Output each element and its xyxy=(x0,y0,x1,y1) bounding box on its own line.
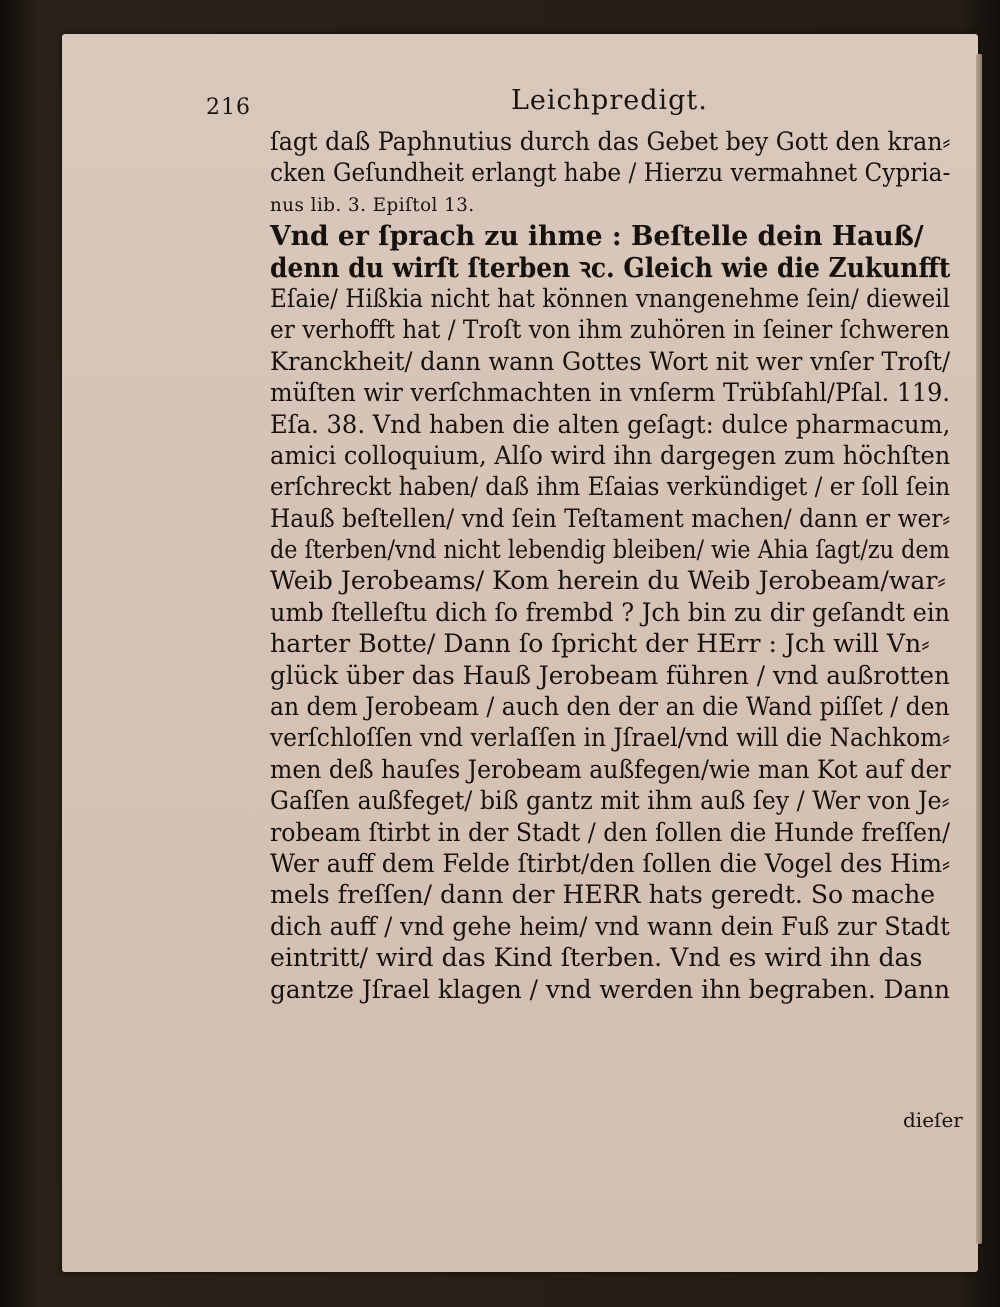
page-number: 216 xyxy=(206,95,251,120)
page-header xyxy=(206,85,766,125)
text-line: müſten wir verſchmachten in vnſerm Trübſahl/Pſal. 119. xyxy=(270,378,950,409)
text-line: denn du wirſt ſterben ꝛc. Gleich wie die Zukunfft xyxy=(270,252,951,284)
text-line: Vnd er ſprach zu ihme : Beſtelle dein Hauß/ xyxy=(270,221,924,253)
text-line: umb ſtelleſtu dich ſo frembd ? Jch bin zu dir geſandt ein xyxy=(270,597,951,628)
text-line: harter Botte/ Dann ſo ſpricht der HErr : Jch will Vn⸗ xyxy=(270,629,930,660)
text-line: eintritt/ wird das Kind ſterben. Vnd es wird ihn das xyxy=(270,943,923,974)
text-line: cken Geſundheit erlangt habe / Hierzu vermahnet Cypria- xyxy=(270,158,951,189)
text-line: de ſterben/vnd nicht lebendig bleiben/ wie Ahia ſagt/zu dem xyxy=(270,535,950,566)
text-line: Weib Jerobeams/ Kom herein du Weib Jerobeam/war⸗ xyxy=(270,566,946,597)
text-line: Eſa. 38. Vnd haben die alten geſagt: dulce pharmacum, xyxy=(270,409,951,440)
text-line: an dem Jerobeam / auch den der an die Wand piſſet / den xyxy=(270,692,950,723)
text-line: robeam ſtirbt in der Stadt / den ſollen die Hunde freſſen/ xyxy=(270,817,951,848)
text-line: Hauß beſtellen/ vnd ſein Teſtament machen/ dann er wer⸗ xyxy=(270,503,951,534)
text-line: ſagt daß Paphnutius durch das Gebet bey Gott den kran⸗ xyxy=(270,127,951,157)
page-edge xyxy=(976,54,982,1244)
text-line: Wer auff dem Felde ſtirbt/den ſollen die Vogel des Him⸗ xyxy=(270,848,951,879)
text-line: amici colloquium, Alſo wird ihn dargegen zum höchſten xyxy=(270,440,951,471)
text-line: erſchreckt haben/ daß ihm Eſaias verkündiget / er ſoll ſein xyxy=(270,472,951,503)
catchword: dieſer xyxy=(903,1108,963,1132)
text-line: Eſaie/ Hißkia nicht hat können vnangenehme ſein/ dieweil xyxy=(270,283,951,314)
running-title: Leichpredigt. xyxy=(511,85,708,116)
text-line: men deß hauſes Jerobeam außfegen/wie man Kot auf der xyxy=(270,754,951,785)
text-line: mels freſſen/ dann der HERR hats geredt. So mache xyxy=(270,880,936,911)
text-line: Kranckheit/ dann wann Gottes Wort nit wer vnſer Troſt/ xyxy=(270,346,951,377)
body-text xyxy=(270,127,960,1006)
text-line: er verhofft hat / Troſt von ihm zuhören in ſeiner ſchweren xyxy=(270,315,950,346)
text-line: dich auff / vnd gehe heim/ vnd wann dein Fuß zur Stadt xyxy=(270,911,950,942)
text-line: glück über das Hauß Jerobeam führen / vnd außrotten xyxy=(270,660,950,691)
text-line: verſchloſſen vnd verlaſſen in Jſrael/vnd will die Nachkom⸗ xyxy=(270,723,951,754)
text-line: gantze Jſrael klagen / vnd werden ihn begraben. Dann xyxy=(270,974,951,1005)
text-line: Gaſſen außfeget/ biß gantz mit ihm auß ſey / Wer von Je⸗ xyxy=(270,786,950,817)
text-line: nus lib. 3. Epiſtol 13. xyxy=(270,194,475,216)
